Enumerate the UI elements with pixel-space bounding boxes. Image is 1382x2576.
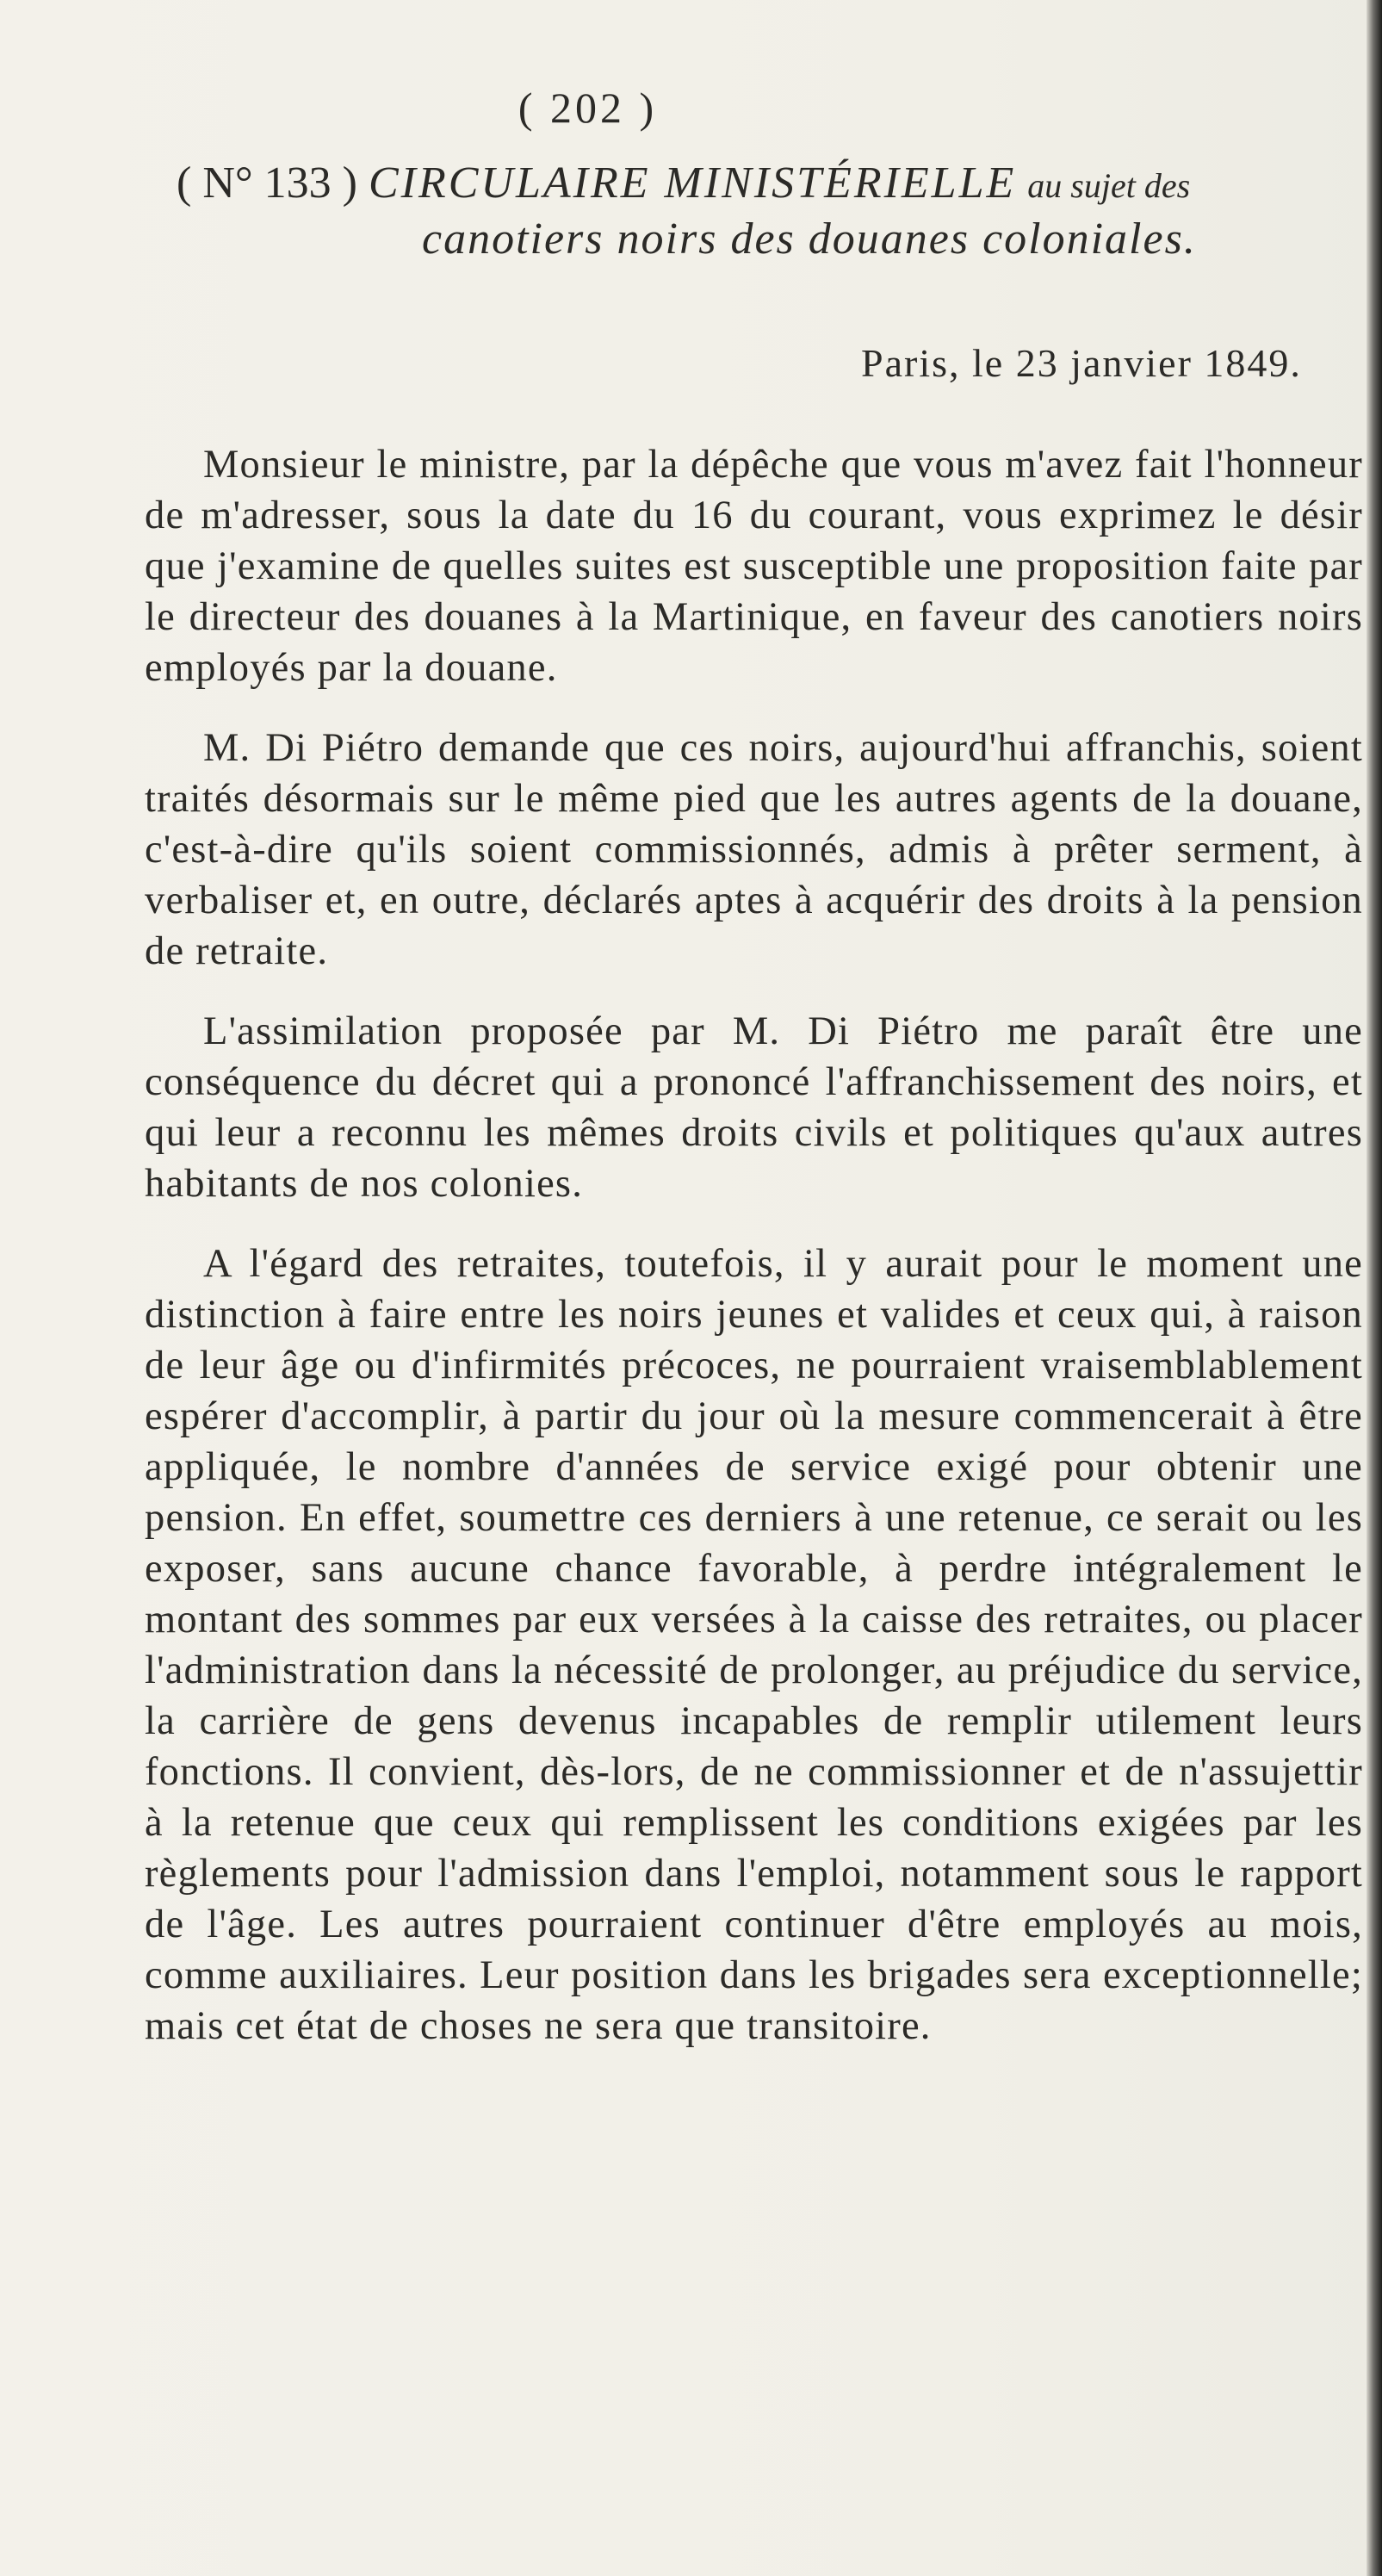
paragraph-3: L'assimilation proposée par M. Di Piétro me paraît être une conséquence du décret qui a prononcé l'affranchissement des noirs, et qui leur a reconnu les mêmes droits civils et politiques qu'aux autres habitants de nos colonies. (145, 1009, 1363, 1206)
circular-title (177, 153, 1365, 216)
circular-title-suffix: au sujet des (1027, 166, 1191, 205)
paragraph-1: Monsieur le ministre, par la dépêche que vous m'avez fait l'honneur de m'adresser, sous la date du 16 du courant, vous exprimez le désir que j'examine de quelles suites est susceptible une proposition faite par le directeur des douanes à la Martinique, en faveur des canotiers noirs employés par la douane. (145, 443, 1363, 690)
paragraph-2: M. Di Piétro demande que ces noirs, aujourd'hui affranchis, soient traités désormais sur le même pied que les autres agents de la douane, c'est-à-dire qu'ils soient commissionnés, admis à prêter serment, à verbaliser et, en outre, déclarés aptes à acquérir des droits à la pension de retraite. (145, 726, 1363, 973)
circular-title-main: CIRCULAIRE MINISTÉRIELLE (368, 158, 1017, 208)
letter-body (145, 439, 1363, 2081)
circular-subtitle: canotiers noirs des douanes coloniales. (422, 214, 1197, 264)
paragraph-4: A l'égard des retraites, toutefois, il y aurait pour le moment une distinction à faire entre les noirs jeunes et valides et ceux qui, à raison de leur âge ou d'infirmités précoces, ne pourraient vraisemblablement espérer d'accomplir, à partir du jour où la mesure commencerait à être appliquée, le nombre d'années de service exigé pour obtenir une pension. En effet, soumettre ces derniers à une retenue, ce serait ou les exposer, sans aucune chance favorable, à perdre intégralement le montant des sommes par eux versées à la caisse des retraites, ou placer l'administration dans la nécessité de prolonger, au préjudice du service, la carrière de gens devenus incapables de remplir utilement leurs fonctions. Il convient, dès-lors, de ne commissionner et de n'assujettir à la retenue que ceux qui remplissent les conditions exigées par les règlements pour l'admission dans l'emploi, notamment sous le rapport de l'âge. Les autres pourraient continuer d'être employés au mois, comme auxiliaires. Leur position dans les brigades sera exceptionnelle; mais cet état de choses ne sera que transitoire. (145, 1242, 1363, 2048)
circular-number: ( N° 133 ) (177, 158, 357, 208)
page-gutter-edge (1367, 0, 1382, 2576)
page-number: ( 202 ) (517, 84, 658, 132)
dateline: Paris, le 23 janvier 1849. (861, 341, 1302, 385)
